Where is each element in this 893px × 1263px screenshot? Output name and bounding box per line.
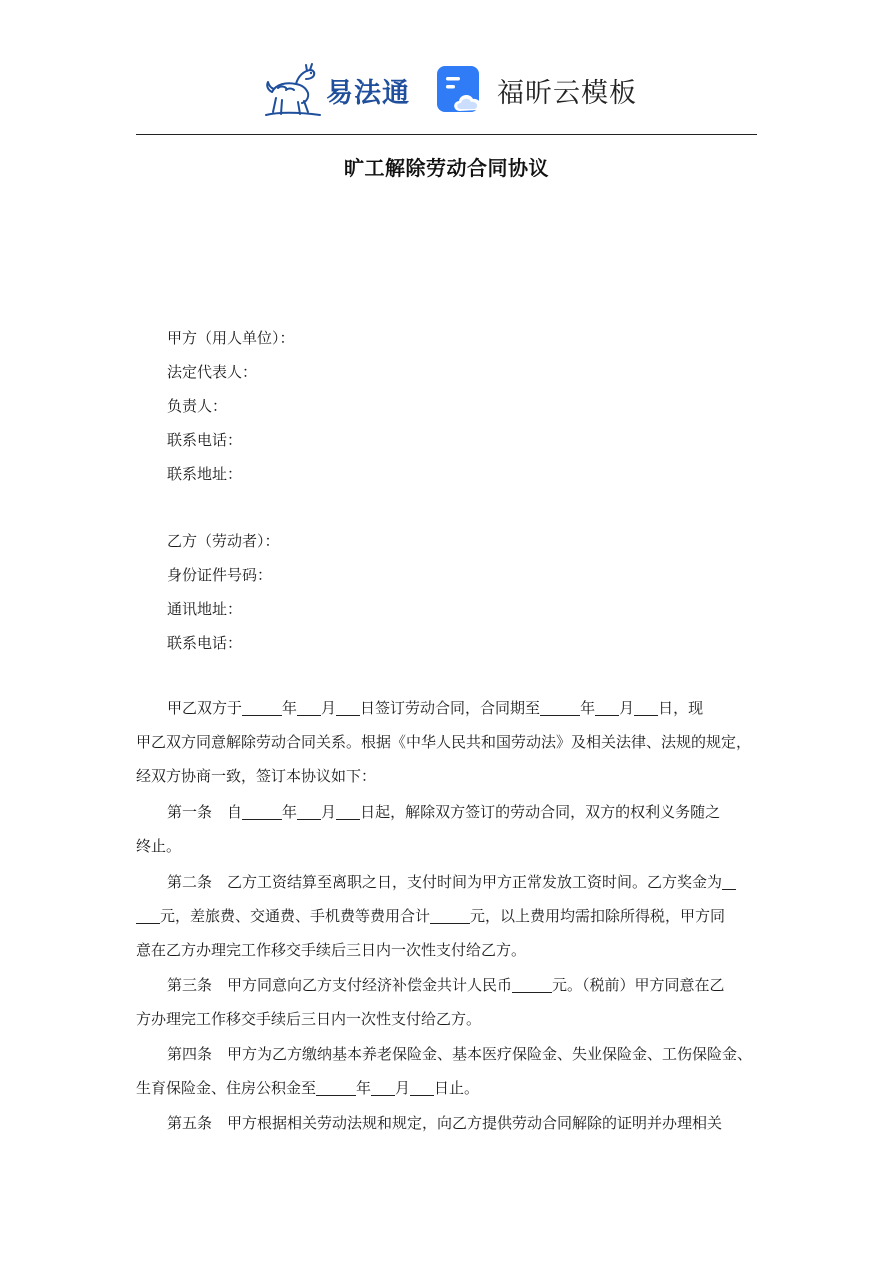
month-blank bbox=[371, 1078, 395, 1096]
article-number: 第四条 bbox=[167, 1045, 213, 1063]
expenses-blank bbox=[430, 906, 470, 924]
bonus-blank bbox=[722, 872, 736, 890]
day-blank bbox=[336, 802, 360, 820]
intro-text: 甲乙双方于 bbox=[167, 699, 243, 717]
article-text: 甲方根据相关劳动法规和规定，向乙方提供劳动合同解除的证明并办理相关 bbox=[227, 1114, 723, 1132]
yifatong-logo bbox=[262, 62, 410, 118]
article-text: 日起，解除双方签订的劳动合同，双方的权利义务随之 bbox=[360, 803, 721, 821]
article-number: 第二条 bbox=[167, 873, 213, 891]
party-a-label: 甲方（用人单位）： bbox=[167, 329, 295, 347]
article-4 bbox=[136, 1037, 757, 1105]
compensation-blank bbox=[512, 975, 552, 993]
fuxin-cloud-template-logo bbox=[436, 65, 637, 115]
article-text: 自 bbox=[227, 803, 243, 821]
party-a-phone-field: 联系电话： bbox=[167, 431, 243, 449]
article-text: 生育保险金、住房公积金至 bbox=[136, 1079, 317, 1097]
article-text: 年 bbox=[282, 803, 298, 821]
intro-line: 甲乙双方同意解除劳动合同关系。根据《中华人民共和国劳动法》及相关法律、法规的规定， bbox=[136, 733, 752, 751]
article-1 bbox=[136, 795, 757, 863]
article-text: 乙方工资结算至离职之日，支付时间为甲方正常发放工资时间。乙方奖金为 bbox=[227, 873, 723, 891]
article-text: 元，以上费用均需扣除所得税，甲方同 bbox=[470, 907, 726, 925]
document-title: 旷工解除劳动合同协议 bbox=[344, 156, 549, 180]
year-blank bbox=[242, 698, 282, 716]
header-logos bbox=[0, 58, 893, 122]
article-5 bbox=[136, 1106, 757, 1140]
intro-text: 日签订劳动合同，合同期至 bbox=[360, 699, 541, 717]
header-divider bbox=[136, 134, 757, 135]
article-number: 第五条 bbox=[167, 1114, 213, 1132]
article-text: 元，差旅费、交通费、手机费等费用合计 bbox=[160, 907, 431, 925]
article-number: 第三条 bbox=[167, 976, 213, 994]
month-blank bbox=[595, 698, 619, 716]
legal-representative-field: 法定代表人： bbox=[167, 363, 258, 381]
month-blank bbox=[297, 698, 321, 716]
intro-text: 月 bbox=[619, 699, 635, 717]
article-line: 方办理完工作移交手续后三日内一次性支付给乙方。 bbox=[136, 1010, 482, 1028]
intro-text: 年 bbox=[282, 699, 298, 717]
article-text: 年 bbox=[356, 1079, 372, 1097]
intro-text: 年 bbox=[580, 699, 596, 717]
intro-text: 日，现 bbox=[658, 699, 704, 717]
yifatong-brand-text: 易法通 bbox=[326, 77, 410, 109]
month-blank bbox=[297, 802, 321, 820]
bonus-blank bbox=[136, 906, 160, 924]
intro-paragraph bbox=[136, 691, 757, 793]
year-blank bbox=[316, 1078, 356, 1096]
article-line: 终止。 bbox=[136, 837, 182, 855]
fuxin-brand-text: 福昕云模板 bbox=[497, 77, 637, 109]
mail-address-field: 通讯地址： bbox=[167, 600, 243, 618]
day-blank bbox=[336, 698, 360, 716]
intro-text: 月 bbox=[321, 699, 337, 717]
article-text: 甲方同意向乙方支付经济补偿金共计人民币 bbox=[227, 976, 513, 994]
article-text: 月 bbox=[395, 1079, 411, 1097]
article-text: 元。（税前）甲方同意在乙 bbox=[552, 976, 725, 994]
intro-line: 经双方协商一致，签订本协议如下： bbox=[136, 767, 377, 785]
article-3 bbox=[136, 968, 757, 1036]
party-b-phone-field: 联系电话： bbox=[167, 634, 243, 652]
article-line: 意在乙方办理完工作移交手续后三日内一次性支付给乙方。 bbox=[136, 941, 527, 959]
day-blank bbox=[410, 1078, 434, 1096]
article-number: 第一条 bbox=[167, 803, 213, 821]
article-text: 甲方为乙方缴纳基本养老保险金、基本医疗保险金、失业保险金、工伤保险金、 bbox=[227, 1045, 753, 1063]
article-text: 月 bbox=[321, 803, 337, 821]
qilin-mascot-icon bbox=[262, 62, 324, 118]
responsible-person-field: 负责人： bbox=[167, 397, 228, 415]
party-b-label: 乙方（劳动者）： bbox=[167, 532, 280, 550]
day-blank bbox=[634, 698, 658, 716]
article-2 bbox=[136, 865, 757, 967]
cloud-document-icon bbox=[436, 65, 486, 115]
id-number-field: 身份证件号码： bbox=[167, 566, 273, 584]
article-text: 日止。 bbox=[434, 1079, 480, 1097]
party-a-address-field: 联系地址： bbox=[167, 465, 243, 483]
year-blank bbox=[242, 802, 282, 820]
year-blank bbox=[540, 698, 580, 716]
